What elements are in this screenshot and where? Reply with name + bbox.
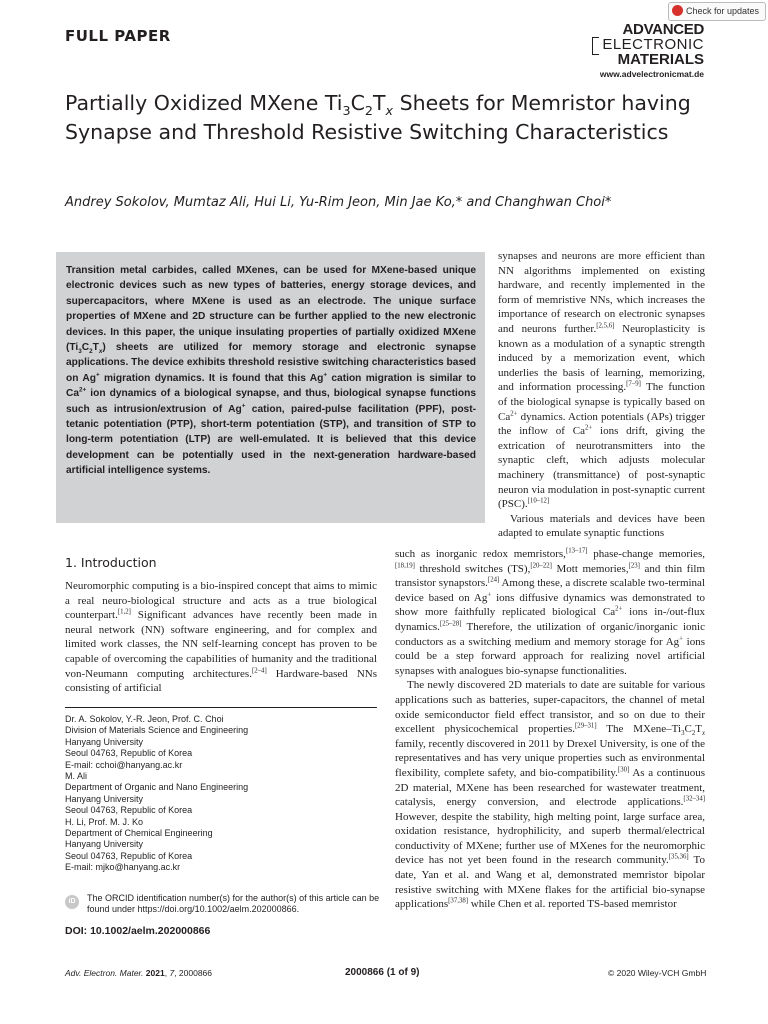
footer-page-number: 2000866 (1 of 9) <box>345 967 420 978</box>
logo-line-2: ELECTRONIC <box>602 36 704 53</box>
logo-line-1: ADVANCED <box>622 21 704 38</box>
doi-link[interactable]: DOI: 10.1002/aelm.202000866 <box>65 925 211 937</box>
journal-logo <box>600 22 704 79</box>
update-badge-icon <box>672 5 683 16</box>
body-text-left: Neuromorphic computing is a bio-inspired concept that aims to mimic a real neuro-biological structure and acts as a true biological counterpart.[1,2] Significant advances have recently been made in neural network (NN) software engineering, and for complex and limited work classes, the NN self-learning concept has proven to be capable of overcoming the capabilities of humanity and the traditional von-Neumann computing architectures.[2–4] Hardware-based NNs consisting of artificial <box>65 580 377 695</box>
check-for-updates-button[interactable] <box>668 2 766 21</box>
article-title: Partially Oxidized MXene $Ti_3C_2T_x$ Sheets for Memristor having Synapse and Threshold Resistive Switching Characteristics <box>65 91 691 144</box>
section-label: FULL PAPER <box>65 27 171 45</box>
logo-line-3: MATERIALS <box>617 51 704 68</box>
abstract-text: Transition metal carbides, called MXenes, can be used for MXene-based unique electronic devices such as new types of batteries, energy storage devices, and supercapacitors, where MXene is used as an electrode. The unique surface properties of MXene and 2D structure can be further applied to the new electronic devices. In this paper, the unique insulating properties of partially oxidized MXene $(Ti_3C_2T_x)$ sheets are utilized for memory storage and electronic synapse applications. The device exhibits threshold resistive switching characteristics based on Ag+ migration dynamics. It is found that this Ag+ cation migration is similar to $Ca^{2+}$ ion dynamics of a biological synapse, and thus, biological synapse functions such as intrusion/extrusion of Ag+ cation, paired-pulse facilitation (PPF), post-tetanic potentiation (PTP), short-term potentiation (STP), and transition of STP to long-term potentiation (LTP) are well-emulated. It is believed that this device development can be potentially used in the next-generation hardware-based artificial intelligence systems. <box>66 265 477 477</box>
body-text-right-top: synapses and neurons are more efficient than NN algorithms implemented on existing hardware, and recently implemented in the form of memristive NNs, which increases the importance of research on electronic synapses and neurons further.[2,5,6] Neuroplasticity is known as a modulation of a synaptic strength induced by a memorization event, which underlies the basis of learning, memorizing, and information processing.[7–9] The function of the biological synapse is typically based on $Ca^{2+}$ dynamics. Action potentials (APs) trigger the inflow of $Ca^{2+}$ ions drift, giving the extrication of neurotransmitters into the synaptic cleft, which adjusts molecular machinery (transmittance) of post-synaptic neuron via modulation in post-synaptic current (PSC).[10–12] Various materials and devices have been adapted to emulate synaptic functions <box>498 250 706 540</box>
affiliation-block <box>65 817 385 874</box>
affiliation-line: Hanyang University <box>65 793 144 804</box>
affiliation-line: H. Li, Prof. M. J. Ko <box>65 816 144 827</box>
logo-bracket-icon <box>592 37 599 55</box>
footer-copyright: © 2020 Wiley-VCH GmbH <box>608 968 707 978</box>
affiliation-line: Department of Chemical Engineering <box>65 828 213 839</box>
affiliation-line: Dr. A. Sokolov, Y.-R. Jeon, Prof. C. Choi <box>65 714 224 724</box>
affiliation-line: Department of Organic and Nano Engineering <box>65 782 249 793</box>
affiliation-line: M. Ali <box>65 771 88 782</box>
author-list: Andrey Sokolov, Mumtaz Ali, Hui Li, Yu-Rim Jeon, Min Jae Ko,* and Changhwan Choi* <box>65 195 612 210</box>
body-text-right-bottom: such as inorganic redox memristors,[13–17] phase-change memories,[18,19] threshold switches (TS),[20–22] Mott memories,[23] and thin film transistor synapstors.[24] Among these, a discrete scalable two-terminal device based on Ag+ ions diffusive dynamics was demonstrated to show more faithfully replicated biological $Ca^{2+}$ ions in-/out-flux dynamics.[25–28] Therefore, the utilization of organic/inorganic ionic conductors as a switching medium and memory storage for Ag+ ions could be a step forward approach for realizing novel artificial synapses with analogues bio-synapse functionalities. The newly discovered 2D materials to date are suitable for various applications such as batteries, super-capacitors, the channel of metal oxide semiconductor field effect transistor, and so on due to their excellent physicochemical properties.[29–31] The MXene–$Ti_3C_2T_x$ family, recently discovered in 2011 by Drexel University, is one of the representatives and has very unique properties such as environmental flexibility, complete safety, and bio-compatibility.[30] As a continuous 2D material, MXene has been researched for wastewater treatment, catalysis, energy conversion, and electrode applications.[32–34] However, despite the stability, high melting point, large surface area, oxidation resistance, hydrophilicity, and superb thermal/electrical conductivity of MXene; further use of MXenes for the neuromorphic device has not yet been found in the research community.[35,36] To date, Yan et al. and Wang et al, demonstrated memristor bipolar resistive switching with MXene flakes for the artificial bio-synapse applications[37,38] while Chen et al. reported TS-based memristor <box>395 547 706 911</box>
affiliations <box>65 714 385 874</box>
footnote-divider <box>65 707 377 708</box>
affiliation-block <box>65 771 385 817</box>
journal-url[interactable]: www.advelectronicmat.de <box>599 69 704 79</box>
affiliation-line: Division of Materials Science and Engineering <box>65 725 249 736</box>
email-link[interactable]: E-mail: mjko@hanyang.ac.kr <box>65 862 181 873</box>
orcid-icon: iD <box>65 895 79 909</box>
affiliation-line: Seoul 04763, Republic of Korea <box>65 805 193 816</box>
check-updates-label: Check for updates <box>686 6 760 16</box>
affiliation-line: Hanyang University <box>65 736 144 747</box>
affiliation-block <box>65 714 385 771</box>
footer-citation: Adv. Electron. Mater. 2021, 7, 2000866 <box>65 968 213 978</box>
affiliation-line: Seoul 04763, Republic of Korea <box>65 850 193 861</box>
email-link[interactable]: E-mail: cchoi@hanyang.ac.kr <box>65 759 183 770</box>
orcid-note <box>65 893 385 916</box>
affiliation-line: Hanyang University <box>65 839 144 850</box>
orcid-text[interactable]: The ORCID identification number(s) for the author(s) of this article can be found under https://doi.org/10.1002/aelm.202000866. <box>87 893 380 915</box>
section-heading-introduction: 1. Introduction <box>65 555 157 570</box>
affiliation-line: Seoul 04763, Republic of Korea <box>65 748 193 759</box>
